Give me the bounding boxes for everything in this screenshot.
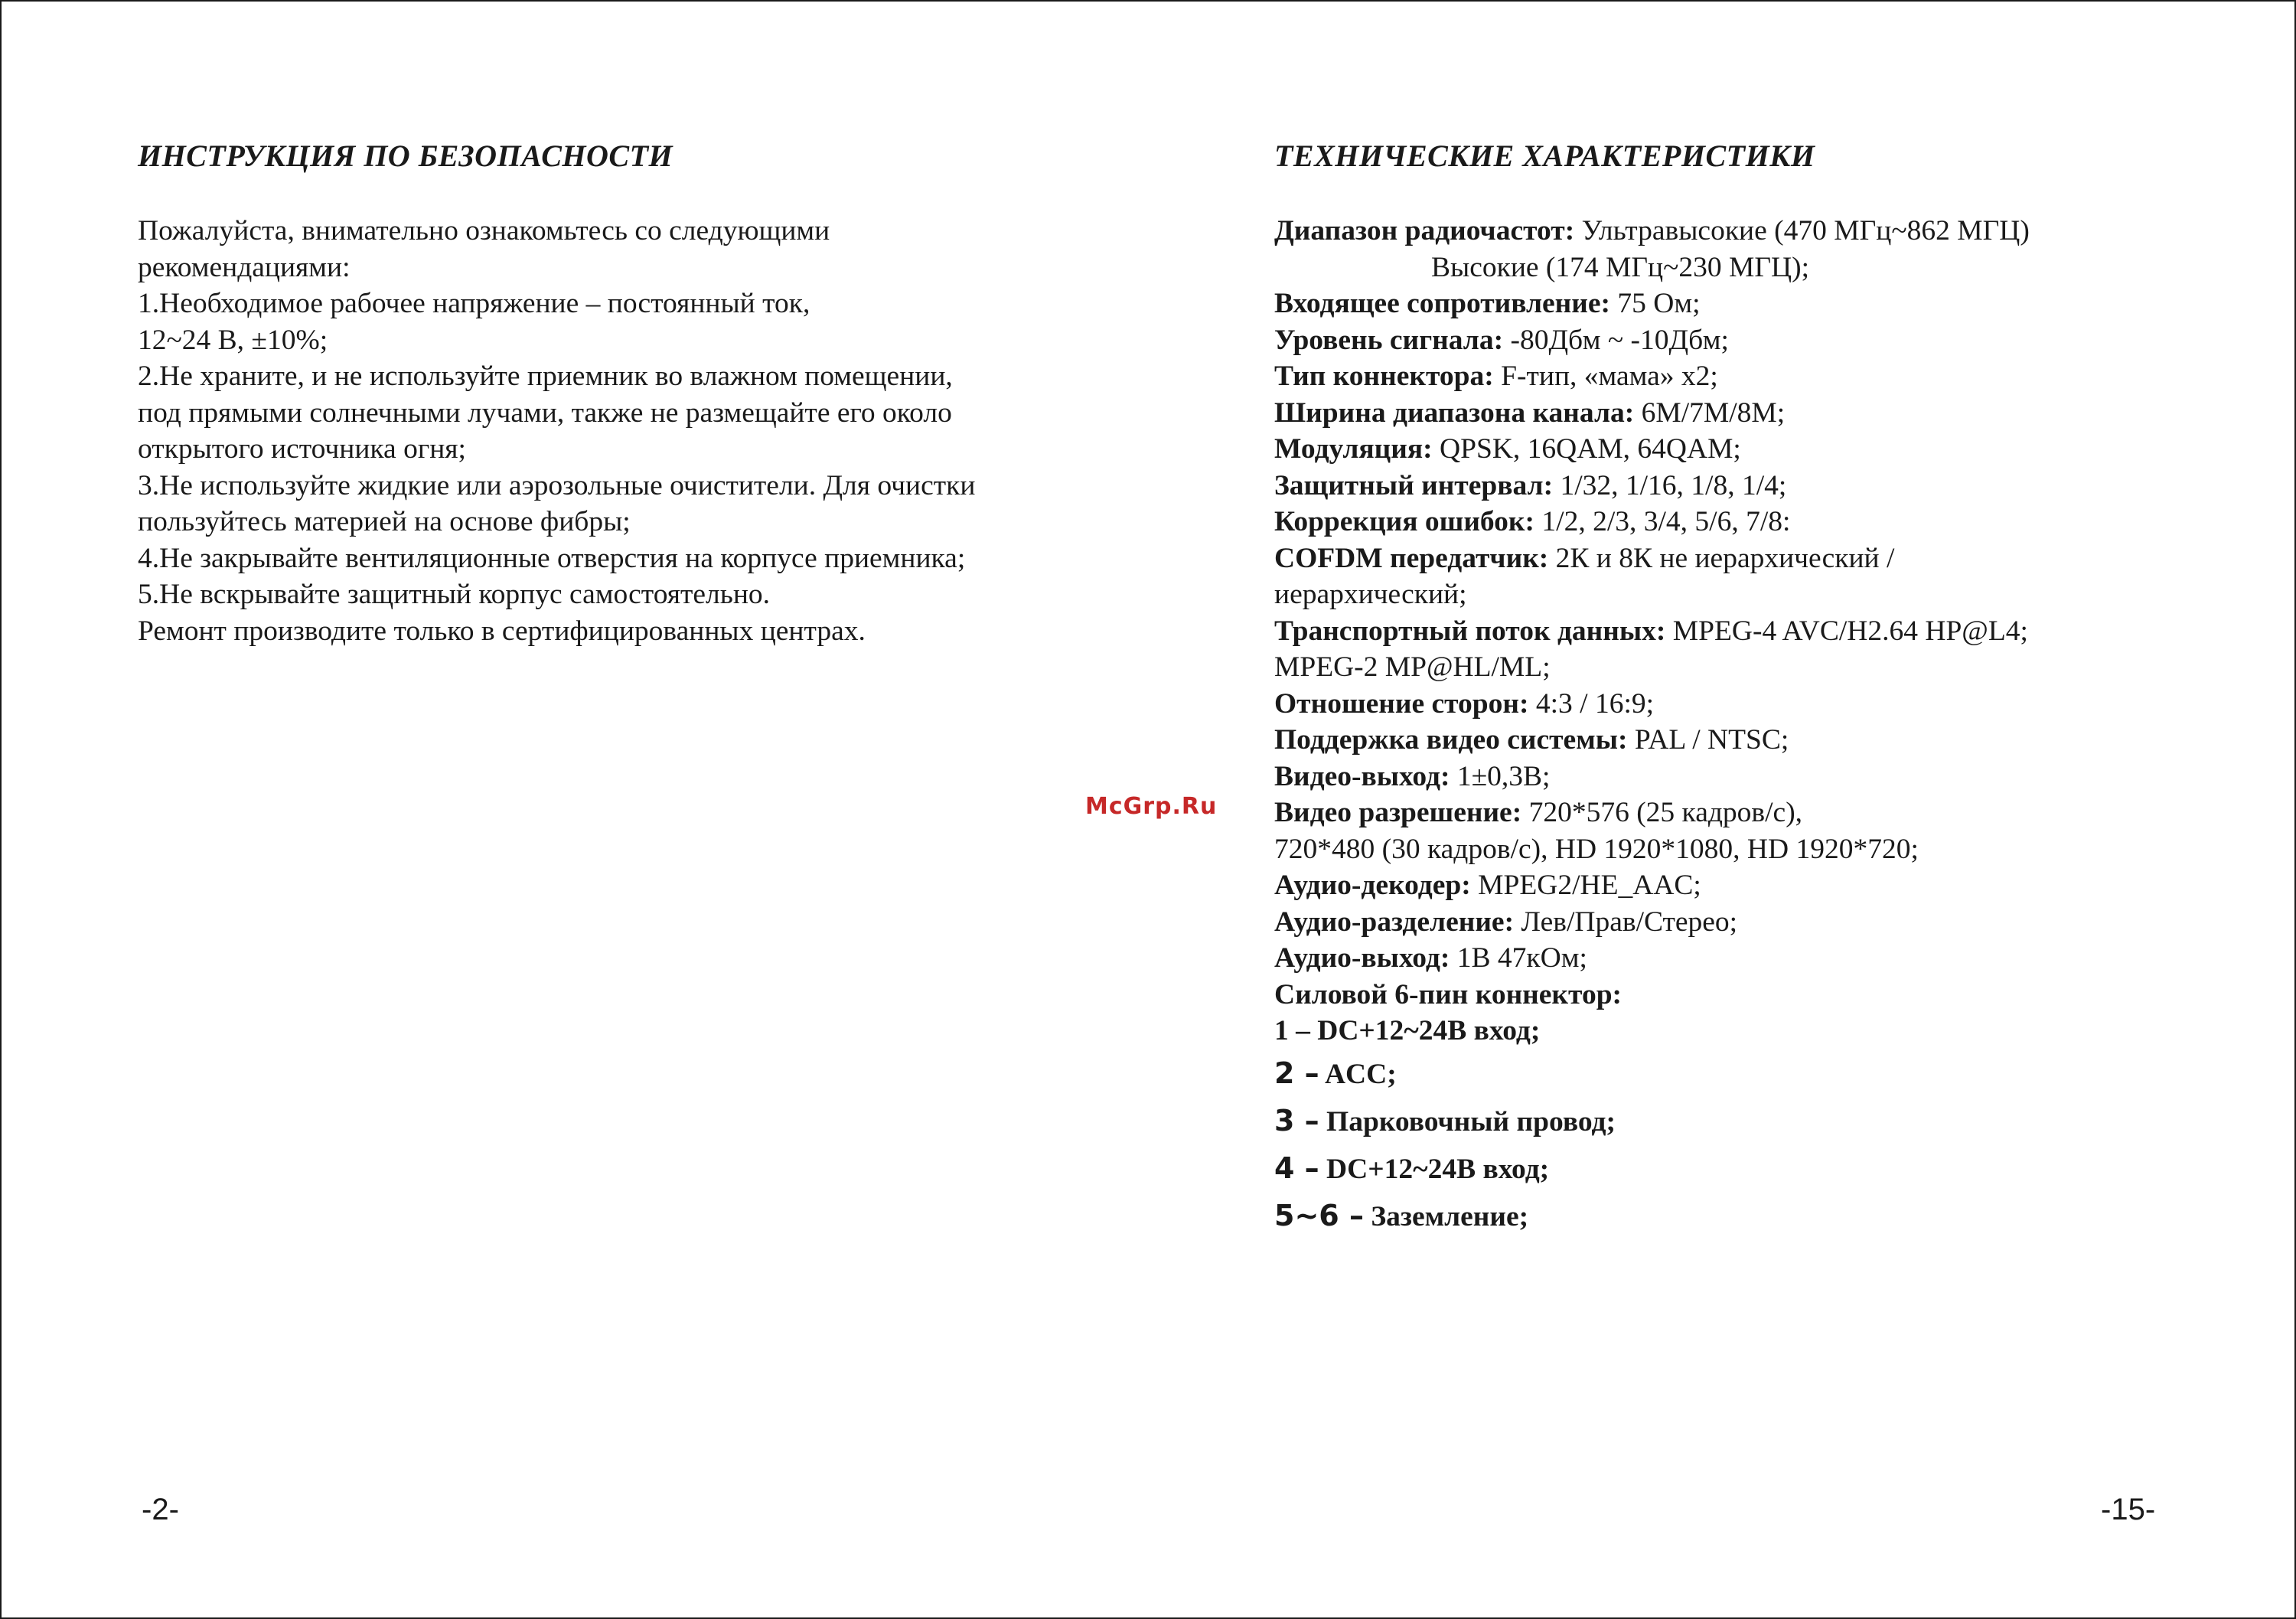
spec-value: Высокие (174 МГц~230 МГЦ); [1431,251,1810,283]
spec-row [1274,904,2030,941]
spec-label: Транспортный поток данных: [1274,615,1666,647]
specs-heading: ТЕХНИЧЕСКИЕ ХАРАКТЕРИСТИКИ [1274,139,1815,173]
spec-row [1274,250,2030,286]
pin-description: DC+12~24В вход; [1319,1153,1550,1185]
safety-line: 12~24 В, ±10%; [138,324,328,356]
spec-label: Аудио-выход: [1274,942,1450,974]
pin-row [1274,1144,2030,1192]
pin-description: Заземление; [1363,1200,1529,1232]
spec-value: 1/2, 2/3, 3/4, 5/6, 7/8: [1534,506,1791,537]
spec-row [1274,576,2030,613]
spec-value: QPSK, 16QAM, 64QAM; [1432,433,1741,465]
right-page [1148,0,2293,1616]
spec-value: 720*480 (30 кадров/с), HD 1920*1080, HD 1920*720; [1274,833,1919,865]
safety-line: рекомендациями: [138,251,351,283]
safety-line: пользуйтесь материей на основе фибры; [138,506,631,537]
spec-label: Поддержка видео системы: [1274,724,1628,756]
spec-row [1274,613,2030,650]
spec-row [1274,504,2030,540]
spec-value: Ультравысокие (470 МГц~862 МГЦ) [1574,215,2030,246]
spec-row [1274,831,2030,868]
spec-label: Аудио-декодер: [1274,870,1471,901]
pin-row [1274,1192,2030,1239]
spec-row [1274,322,2030,359]
spec-label: COFDM передатчик: [1274,542,1549,574]
safety-line: 2.Не храните, и не используйте приемник во влажном помещении, [138,361,953,392]
spec-row [1274,977,2030,1014]
spec-label: Отношение сторон: [1274,687,1529,720]
spec-value: 2К и 8К не иерархический / [1548,542,1895,574]
spec-row [1274,795,2030,831]
spec-label: 1 – DC+12~24В вход; [1274,1015,1541,1046]
spec-value: PAL / NTSC; [1627,724,1789,756]
spec-row [1274,686,2030,723]
spec-row [1274,759,2030,795]
spec-value: MPEG-4 AVC/H2.64 HP@L4; [1665,615,2028,647]
pin-number: 3 – [1274,1103,1319,1138]
spec-row [1274,867,2030,904]
spec-value: 4:3 / 16:9; [1528,687,1655,720]
spec-row [1274,213,2030,250]
safety-line: Пожалуйста, внимательно ознакомьтесь со следующими [138,215,830,246]
spec-value: 75 Ом; [1610,288,1701,319]
spec-label: Входящее сопротивление: [1274,288,1611,319]
spec-value: 720*576 (25 кадров/с), [1521,797,1803,828]
spec-label: Тип коннектора: [1274,361,1494,392]
safety-instructions [138,213,975,649]
pin-number: 5~6 – [1274,1198,1364,1232]
safety-line: 5.Не вскрывайте защитный корпус самостоятельно. [138,579,771,610]
spec-value: иерархический; [1274,579,1467,610]
spec-value: -80Дбм ~ -10Дбм; [1503,324,1729,356]
left-page [0,0,1148,1616]
spec-value: F-тип, «мама» x2; [1493,361,1718,392]
safety-line: 4.Не закрывайте вентиляционные отверстия на корпусе приемника; [138,542,966,574]
pin-description: Парковочный провод; [1319,1105,1616,1138]
spec-value: MPEG-2 MP@HL/ML; [1274,651,1551,683]
watermark: McGrp.Ru [1085,793,1218,820]
spec-label: Коррекция ошибок: [1274,506,1535,537]
spec-row [1274,468,2030,504]
safety-line: Ремонт производите только в сертифицированных центрах. [138,615,866,647]
pin-row [1274,1049,2030,1097]
pin-row [1274,1097,2030,1144]
spec-label: Видео-выход: [1274,760,1450,792]
spec-row [1274,1013,2030,1049]
spec-value: MPEG2/HE_AAC; [1470,870,1701,901]
page-number-right: -15- [2101,1493,2156,1526]
spec-label: Ширина диапазона канала: [1274,397,1635,429]
spec-label: Модуляция: [1274,433,1433,465]
spec-row [1274,649,2030,686]
spec-label: Диапазон радиочастот: [1274,215,1575,246]
safety-line: 1.Необходимое рабочее напряжение – постоянный ток, [138,288,810,319]
spec-row [1274,940,2030,977]
spec-label: Силовой 6-пин коннектор: [1274,978,1623,1010]
spec-value: 1/32, 1/16, 1/8, 1/4; [1553,469,1787,501]
specs-list [1274,213,2030,1239]
spec-label: Аудио-разделение: [1274,906,1515,938]
spec-row [1274,395,2030,432]
connector-pin-list [1274,1049,2030,1239]
safety-heading: ИНСТРУКЦИЯ ПО БЕЗОПАСНОСТИ [138,139,673,173]
safety-line: под прямыми солнечными лучами, также не размещайте его около [138,397,952,429]
spec-row [1274,358,2030,395]
spec-row [1274,540,2030,577]
safety-line: 3.Не используйте жидкие или аэрозольные очистители. Для очистки [138,469,976,501]
page-number-left: -2- [142,1493,179,1526]
spec-value: 1±0,3В; [1450,760,1551,792]
safety-line: открытого источника огня; [138,433,466,465]
spec-label: Защитный интервал: [1274,469,1554,501]
pin-number: 2 – [1274,1056,1319,1090]
spec-value: 1В 47кОм; [1450,942,1587,974]
spec-value: 6M/7M/8M; [1634,397,1786,429]
spec-row [1274,722,2030,759]
spec-value: Лев/Прав/Стерео; [1514,906,1738,938]
spec-row [1274,286,2030,322]
spec-label: Уровень сигнала: [1274,324,1504,356]
spec-label: Видео разрешение: [1274,797,1522,828]
pin-description: ACC; [1319,1058,1397,1090]
pin-number: 4 – [1274,1151,1319,1185]
spec-row [1274,431,2030,468]
